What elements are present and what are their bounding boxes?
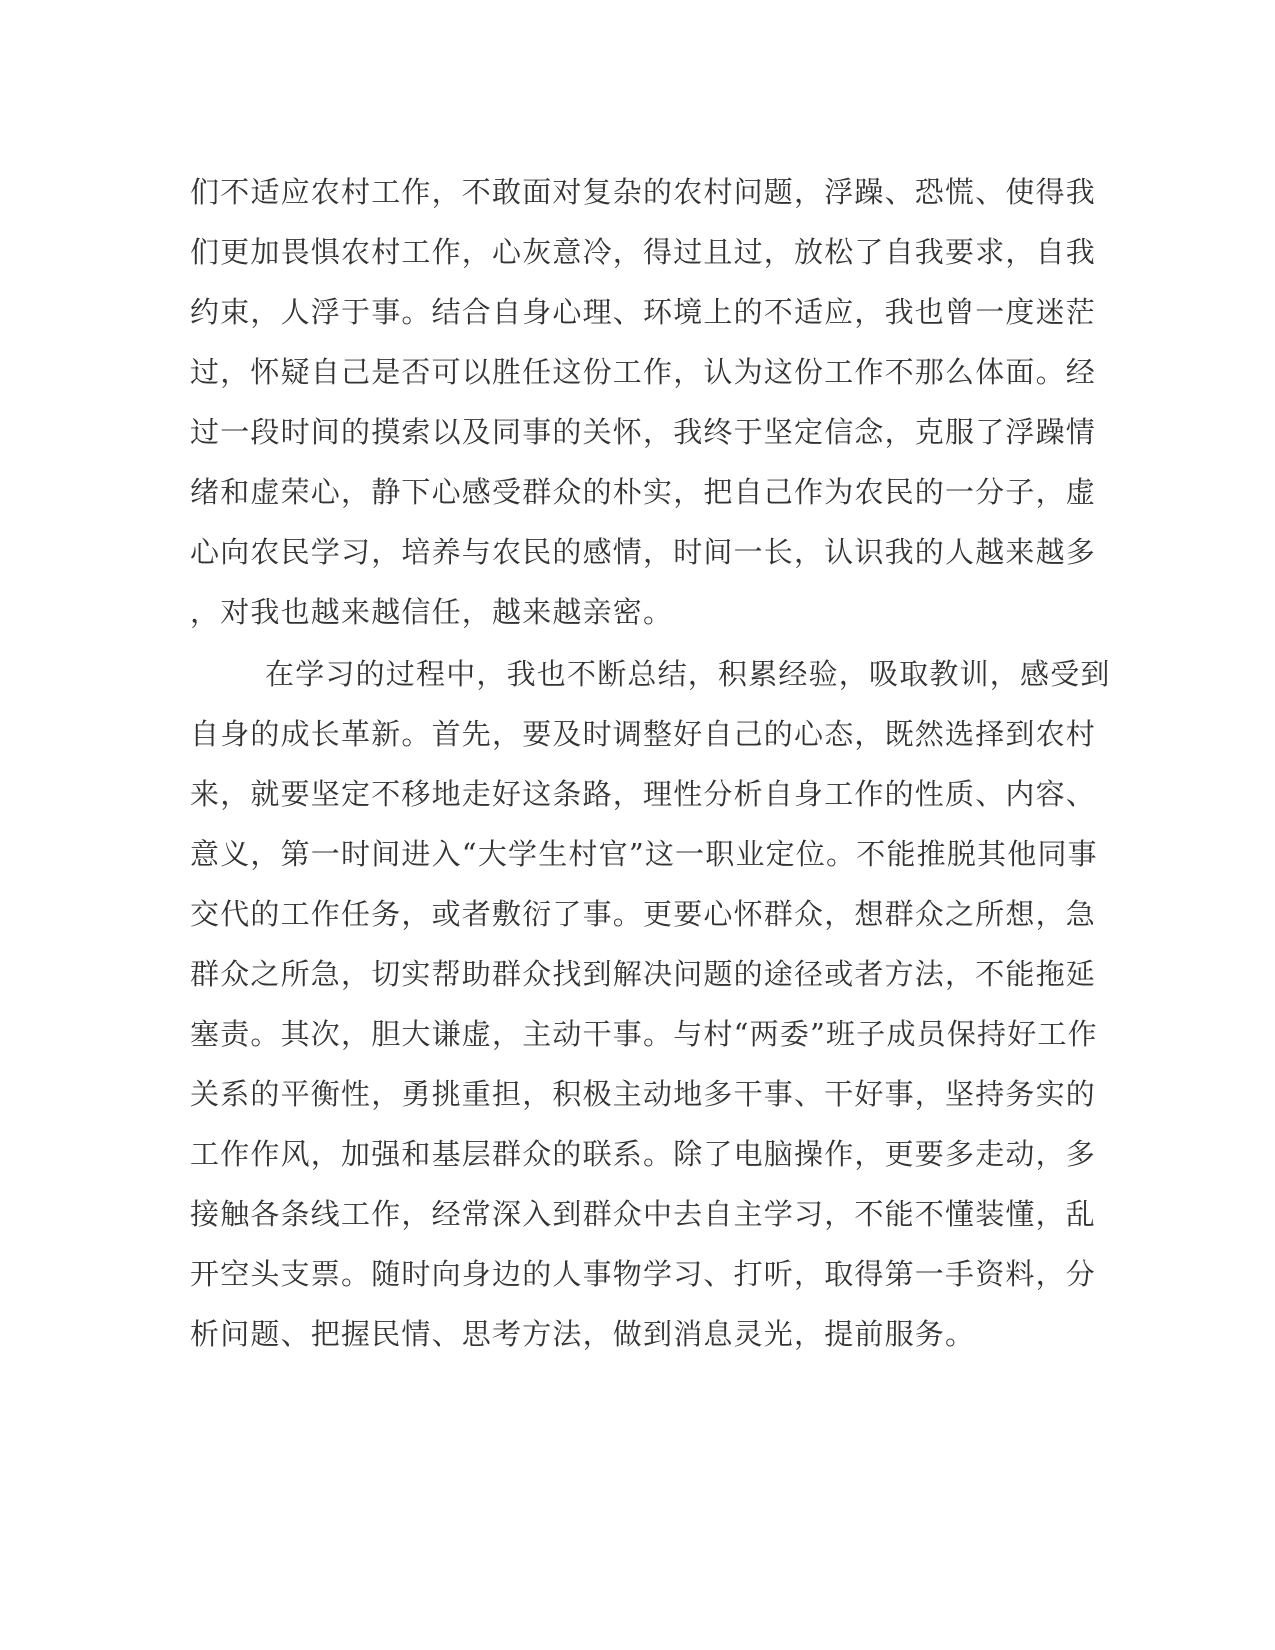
text-line: 关系的平衡性，勇挑重担，积极主动地多干事、干好事，坚持务实的 bbox=[190, 1077, 1097, 1111]
text-line: 来，就要坚定不移地走好这条路，理性分析自身工作的性质、内容、 bbox=[190, 777, 1097, 811]
text-line: 接触各条线工作，经常深入到群众中去自主学习，不能不懂装懂，乱 bbox=[190, 1197, 1097, 1231]
text-line: 意义，第一时间进入“大学生村官”这一职业定位。不能推脱其他同事 bbox=[190, 837, 1098, 871]
text-line: 塞责。其次，胆大谦虚，主动干事。与村“两委”班子成员保持好工作 bbox=[190, 1017, 1098, 1051]
body-text bbox=[190, 162, 1111, 1364]
text-line: 们不适应农村工作，不敢面对复杂的农村问题，浮躁、恐慌、使得我 bbox=[190, 175, 1097, 209]
text-line: 交代的工作任务，或者敷衍了事。更要心怀群众，想群众之所想，急 bbox=[190, 897, 1097, 931]
paragraph bbox=[190, 644, 1111, 1364]
text-line: 工作作风，加强和基层群众的联系。除了电脑操作，更要多走动，多 bbox=[190, 1137, 1097, 1171]
text-line: 开空头支票。随时向身边的人事物学习、打听，取得第一手资料，分 bbox=[190, 1257, 1097, 1291]
text-line: 心向农民学习，培养与农民的感情，时间一长，认识我的人越来越多 bbox=[190, 535, 1097, 569]
text-line: 们更加畏惧农村工作，心灰意冷，得过且过，放松了自我要求，自我 bbox=[190, 235, 1097, 269]
text-line: ，对我也越来越信任，越来越亲密。 bbox=[190, 595, 674, 629]
paragraph bbox=[190, 162, 1097, 642]
text-line: 约束，人浮于事。结合自身心理、环境上的不适应，我也曾一度迷茫 bbox=[190, 295, 1097, 329]
text-line: 自身的成长革新。首先，要及时调整好自己的心态，既然选择到农村 bbox=[190, 717, 1097, 751]
text-line: 过一段时间的摸索以及同事的关怀，我终于坚定信念，克服了浮躁情 bbox=[190, 415, 1097, 449]
text-line: 绪和虚荣心，静下心感受群众的朴实，把自己作为农民的一分子，虚 bbox=[190, 475, 1097, 509]
text-line: 析问题、把握民情、思考方法，做到消息灵光，提前服务。 bbox=[190, 1317, 976, 1351]
text-line: 过，怀疑自己是否可以胜任这份工作，认为这份工作不那么体面。经 bbox=[190, 355, 1097, 389]
text-line: 在学习的过程中，我也不断总结，积累经验，吸取教训，感受到 bbox=[265, 657, 1111, 691]
text-line: 群众之所急，切实帮助群众找到解决问题的途径或者方法，不能拖延 bbox=[190, 957, 1097, 991]
